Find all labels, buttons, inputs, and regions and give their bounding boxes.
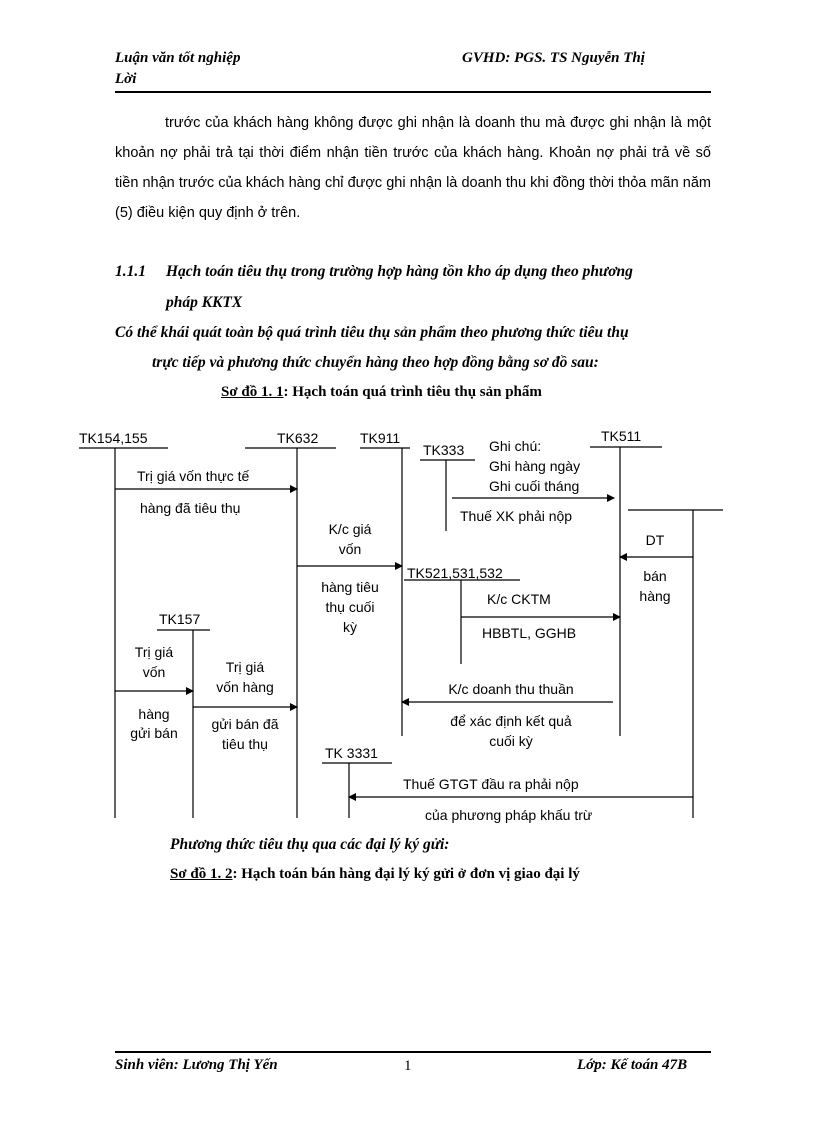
legend-monthly: Ghi cuối tháng xyxy=(489,478,580,494)
label-tggui-1: Trị giá xyxy=(134,644,174,660)
intro-line2: trực tiếp và phương thức chuyển hàng theo hợp đồng bằng sơ đồ sau: xyxy=(152,354,599,371)
label-tgdaban-2: vốn hàng xyxy=(216,679,274,695)
label-tggui-4: gửi bán xyxy=(130,725,178,741)
footer-page-number: 1 xyxy=(404,1058,412,1074)
legend-daily: Ghi hàng ngày xyxy=(489,458,581,474)
account-tk632: TK632 xyxy=(277,430,319,446)
footer-class: Lớp: Kế toán 47B xyxy=(577,1057,688,1073)
account-tk154: TK154,155 xyxy=(79,430,148,446)
label-gtgt-1: Thuế GTGT đầu ra phải nộp xyxy=(403,776,579,792)
section-title-line1: Hạch toán tiêu thụ trong trường hợp hàng tồn kho áp dụng theo phương xyxy=(166,263,633,280)
label-kcgiavon-4: thụ cuối xyxy=(325,599,375,615)
label-kcdtt-1: K/c doanh thu thuần xyxy=(448,681,574,697)
diagram2-title: : Hạch toán bán hàng đại lý ký gửi ở đơn vị giao đại lý xyxy=(232,866,580,882)
intro-line1: Có thể khái quát toàn bộ quá trình tiêu thụ sản phẩm theo phương thức tiêu thụ xyxy=(115,324,629,341)
label-tgdaban-3: gửi bán đã xyxy=(211,716,279,732)
label-giavon-1: Trị giá vốn thực tế xyxy=(137,468,250,484)
label-kccktm-2: HBBTL, GGHB xyxy=(482,625,577,641)
label-tgdaban-4: tiêu thụ xyxy=(222,736,268,752)
diagram2-label: Sơ đồ 1. 2 xyxy=(170,866,233,882)
account-tk911: TK911 xyxy=(360,430,401,446)
method2-heading: Phương thức tiêu thụ qua các đại lý ký gửi: xyxy=(170,836,450,853)
label-tggui-3: hàng xyxy=(138,706,170,722)
section-number: 1.1.1 xyxy=(115,263,146,280)
header-supervisor: GVHD: PGS. TS Nguyễn Thị xyxy=(462,50,645,66)
header-thesis-title: Luận văn tốt nghiệp xyxy=(115,50,241,66)
account-tk511: TK511 xyxy=(601,428,642,444)
diagram1-label: Sơ đồ 1. 1 xyxy=(221,384,284,400)
footer-student: Sinh viên: Lương Thị Yến xyxy=(115,1057,278,1073)
label-kcgiavon-5: kỳ xyxy=(343,619,357,635)
label-dt-2: bán xyxy=(643,568,667,584)
label-kcdtt-2: để xác định kết quả xyxy=(450,713,572,729)
label-gtgt-2: của phương pháp khấu trừ xyxy=(425,807,593,823)
header-thesis-title-cont: Lời xyxy=(115,71,137,87)
label-tgdaban-1: Trị giá xyxy=(225,659,265,675)
section-title-line2: pháp KKTX xyxy=(166,294,243,311)
label-kcgiavon-1: K/c giá xyxy=(328,521,372,537)
label-dt-1: DT xyxy=(645,532,665,548)
footer-rule xyxy=(115,1051,711,1053)
label-kcgiavon-3: hàng tiêu xyxy=(321,579,379,595)
label-dt-3: hàng xyxy=(639,588,671,604)
legend-title: Ghi chú: xyxy=(489,438,542,454)
label-tggui-2: vốn xyxy=(142,664,166,680)
account-tk521: TK521,531,532 xyxy=(407,565,503,581)
account-tk3331: TK 3331 xyxy=(325,745,378,761)
label-giavon-2: hàng đã tiêu thụ xyxy=(140,500,241,516)
diagram2-caption xyxy=(170,866,580,883)
diagram1-title: : Hạch toán quá trình tiêu thụ sản phẩm xyxy=(283,384,542,400)
body-paragraph-text: trước của khách hàng không được ghi nhận là doanh thu mà được ghi nhận là một khoản nợ phải trả tại thời điểm nhận tiền trước của khách hàng. Khoản nợ phải trả về số tiền nhận trước của khách hàng chỉ được ghi nhận là doanh thu khi đồng thời thỏa mãn năm (5) điều kiện quy định ở trên. xyxy=(115,115,711,221)
label-kccktm-1: K/c CKTM xyxy=(487,591,551,607)
label-thue-xk: Thuế XK phải nộp xyxy=(460,508,573,524)
label-kcdtt-3: cuối kỳ xyxy=(489,733,533,749)
account-tk333: TK333 xyxy=(423,442,465,458)
account-tk157: TK157 xyxy=(159,611,201,627)
label-kcgiavon-2: vốn xyxy=(338,541,362,557)
